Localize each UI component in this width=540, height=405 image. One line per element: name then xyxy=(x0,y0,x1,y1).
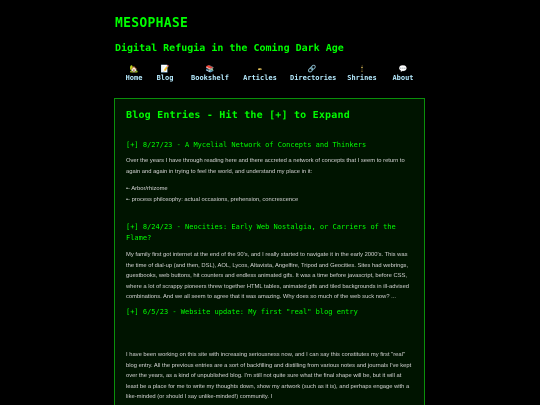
home-icon: 🏡 xyxy=(129,65,139,73)
blog-entry-header[interactable] xyxy=(126,222,418,244)
bookshelf-icon: 📚 xyxy=(205,65,215,73)
blog-entry-body: Over the years I have through reading here and there accreted a network of concepts that I seem to return to again and again in trying to feel the world, and understand my place in it: xyxy=(126,158,405,175)
blog-heading: Blog Entries - Hit the [+] to Expand xyxy=(126,110,350,121)
blog-entry-body: I have been working on this site with increasing seriousness now, and I can say this constitutes my first "real" blog entry. All the previous entries are a sort of backfilling and distilling from various notes and journals I've kept over the years, as a kind of unpublished blog. I'm still not quite sure what the final shape will be, but it will at least be a place for me to write my thoughts down, show my artwork (such as it is), and perhaps engage with a like-minded (or should I say unlike-minded!) community. I xyxy=(126,352,412,400)
shrines-icon: 🕯 xyxy=(361,65,363,73)
nav-item-label: Directories xyxy=(290,74,337,82)
nav-item-label: About xyxy=(392,74,414,82)
blog-entry-list xyxy=(126,184,414,205)
site-title: MESOPHASE xyxy=(115,16,189,31)
main-nav xyxy=(112,64,430,90)
nav-item-label: Bookshelf xyxy=(191,74,229,82)
nav-item-articles[interactable] xyxy=(238,64,282,83)
nav-item-label: Blog xyxy=(156,74,174,82)
expand-button[interactable]: [+] xyxy=(126,223,139,231)
nav-item-label: Home xyxy=(125,74,143,82)
list-item: • - Arbor/rhizome xyxy=(126,184,414,195)
directories-icon: 🔗 xyxy=(307,65,317,73)
blog-panel xyxy=(114,98,425,405)
nav-item-shrines[interactable] xyxy=(340,64,384,83)
nav-item-about[interactable] xyxy=(381,64,425,83)
nav-item-bookshelf[interactable] xyxy=(188,64,232,83)
list-item: • - process philosophy: actual occasions, prehension, concrescence xyxy=(126,195,414,206)
blog-icon: 📝 xyxy=(160,65,170,73)
about-icon: 💬 xyxy=(398,65,408,73)
nav-item-directories[interactable] xyxy=(290,64,337,83)
nav-item-blog[interactable] xyxy=(143,64,187,83)
expand-button[interactable]: [+] xyxy=(126,141,139,149)
blog-entry-header[interactable] xyxy=(126,140,418,151)
site-subtitle: Digital Refugia in the Coming Dark Age xyxy=(115,43,344,54)
blog-entry-title[interactable]: 8/24/23 - Neocities: Early Web Nostalgia, or Carriers of the Flame? xyxy=(126,223,396,242)
blog-entry-body: My family first got internet at the end of the 90's, and I really started to navigate it in the early 2000's. This was the time of dial-up (and then, DSL), AOL, Lycos, Altavista, Angelfire, Tripod and Geocities. Sites had webrings, guestbooks, web buttons, hit counters and endless animated gifs. It was a time before javascript, before CSS, where a lot of scrappy pioneers threw together HTML tables, animated gifs and tiled backgrounds in ill-advised combinations. And we all seem to agree that it was amazing. Why does so much of the web suck now? ... xyxy=(126,252,410,300)
articles-icon: ✒ xyxy=(257,65,263,73)
nav-item-label: Shrines xyxy=(347,74,377,82)
blog-entry-title[interactable]: 8/27/23 - A Mycelial Network of Concepts and Thinkers xyxy=(142,141,367,149)
expand-button[interactable]: [+] xyxy=(126,308,139,316)
blog-entry-title[interactable]: 6/5/23 - Website update: My first "real" blog entry xyxy=(142,308,358,316)
blog-entry-header[interactable] xyxy=(126,307,418,318)
nav-item-label: Articles xyxy=(243,74,277,82)
